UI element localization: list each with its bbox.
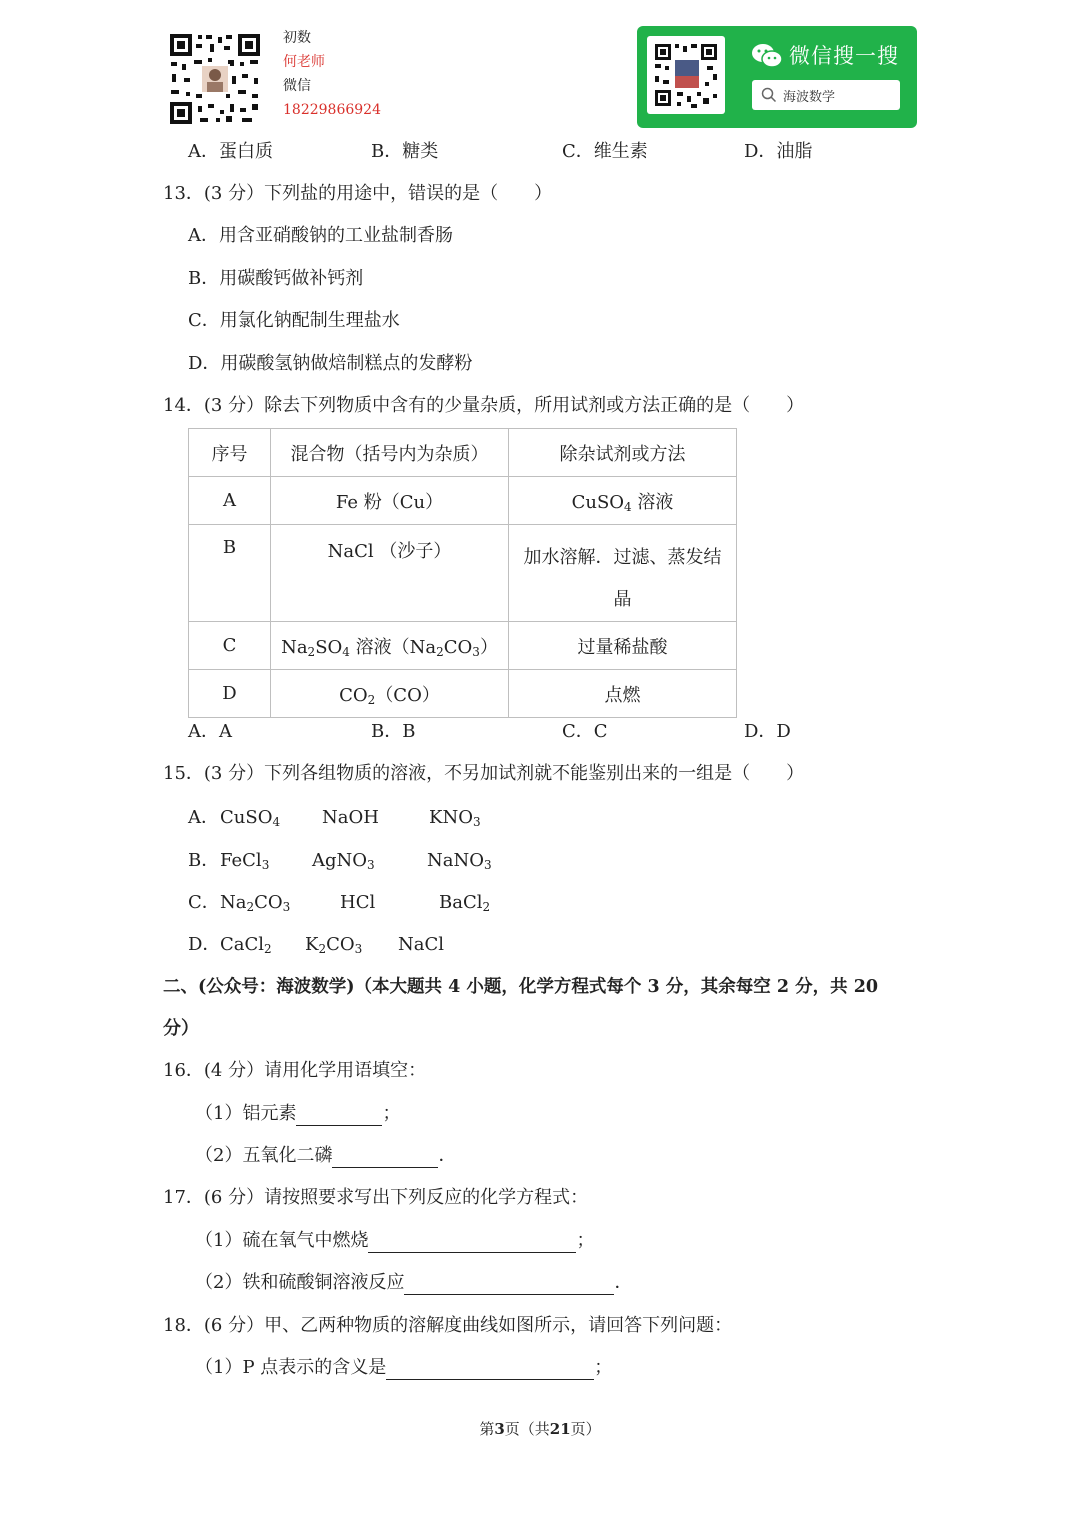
q17-answer-blank-1[interactable] xyxy=(368,1234,576,1253)
q18-part1 xyxy=(195,1356,612,1380)
row-b-method xyxy=(509,525,737,622)
qr-pattern xyxy=(168,32,262,126)
search-icon xyxy=(761,87,777,103)
q15-option-d-item2: $K_2CO_3$ xyxy=(305,934,363,956)
q14-stem: 14．(3 分）除去下列物质中含有的少量杂质，所用试剂或方法正确的是（ ） xyxy=(163,395,805,416)
q14-option-b: B．B xyxy=(371,721,416,742)
q18-part1-text: （1）P 点表示的含义是 xyxy=(195,1357,387,1378)
row-c-method: 过量稀盐酸 xyxy=(509,622,737,670)
q15-option-d-item1: CaCl$_2$ xyxy=(220,934,272,956)
q16-part1-end: ； xyxy=(382,1103,401,1124)
row-d-id: D xyxy=(189,670,271,718)
q15-option-c-item2: HCl xyxy=(340,892,376,913)
row-b-id: B xyxy=(189,525,271,622)
row-d-method: 点燃 xyxy=(509,670,737,718)
row-d-mixture: $CO_2(CO)$ xyxy=(271,670,509,718)
row-a-mixture: Fe 粉（Cu） xyxy=(271,477,509,525)
q17-part2-text: （2）铁和硫酸铜溶液反应 xyxy=(195,1272,405,1293)
wechat-search-box[interactable] xyxy=(752,80,900,110)
footer-page-number: 3 xyxy=(494,1420,505,1438)
q15-option-b-label: B． xyxy=(188,850,220,871)
teacher-label-subject: 初数 xyxy=(283,30,311,46)
q16-stem: 16．(4 分）请用化学用语填空： xyxy=(163,1060,427,1081)
q18-answer-blank-1[interactable] xyxy=(386,1361,594,1380)
q15-option-b-item2: AgNO$_3$ xyxy=(312,850,375,872)
q16-part2-text: （2）五氧化二磷 xyxy=(195,1145,333,1166)
q13-stem: 13．(3 分）下列盐的用途中，错误的是（ ） xyxy=(163,183,553,204)
teacher-label-wechat: 微信 xyxy=(283,78,311,94)
wechat-search-card[interactable] xyxy=(637,26,917,128)
row-c-mixture: $Na_2SO_4$ 溶液$(Na_2CO_3)$ xyxy=(271,622,509,670)
q15-option-c-item1: $Na_2CO_3$ xyxy=(220,892,291,914)
q18-part1-end: ； xyxy=(594,1357,613,1378)
q12-option-b: B．糖类 xyxy=(371,141,439,162)
q16-part1 xyxy=(195,1102,400,1126)
q16-answer-blank-1[interactable] xyxy=(296,1107,382,1126)
row-b-mixture: NaCl （沙子） xyxy=(271,525,509,622)
q13-option-b: B．用碳酸钙做补钙剂 xyxy=(188,268,364,289)
teacher-name: 何老师 xyxy=(283,54,325,70)
q17-part1 xyxy=(195,1229,594,1253)
footer-total-pages: 21 xyxy=(549,1420,571,1438)
q14-option-c: C．C xyxy=(562,721,608,742)
q12-option-c: C．维生素 xyxy=(562,141,648,162)
section2-heading: 二、(公众号：海波数学)（本大题共 4 小题，化学方程式每个 3 分，其余每空 2 分，共 20 xyxy=(163,977,879,997)
footer-suffix: 页） xyxy=(570,1420,601,1438)
q12-option-d: D．油脂 xyxy=(744,141,813,162)
header-id: 序号 xyxy=(189,429,271,477)
q15-option-c-label: C． xyxy=(188,892,220,913)
q16-part1-text: （1）铝元素 xyxy=(195,1103,297,1124)
table-row xyxy=(189,477,737,525)
row-b-method-line2: 晶 xyxy=(613,589,632,610)
q13-option-a: A．用含亚硝酸钠的工业盐制香肠 xyxy=(188,225,453,246)
wechat-search-title: 微信搜一搜 xyxy=(789,44,899,68)
row-b-method-line1: 加水溶解．过滤、蒸发结 xyxy=(523,547,722,568)
q15-option-b-item1: FeCl$_3$ xyxy=(220,850,270,872)
q17-answer-blank-2[interactable] xyxy=(404,1276,614,1295)
q15-option-d-label: D． xyxy=(188,934,221,955)
q15-option-a-item2: NaOH xyxy=(322,807,379,828)
q15-option-a-item3: $KNO_3$ xyxy=(429,807,481,829)
q17-part1-end: ； xyxy=(576,1230,595,1251)
table-header-row xyxy=(189,429,737,477)
teacher-qr-code xyxy=(168,32,262,126)
q17-part2-end: ． xyxy=(614,1272,633,1293)
header-method: 除杂试剂或方法 xyxy=(509,429,737,477)
q14-option-a: A．A xyxy=(188,721,232,742)
table-row xyxy=(189,670,737,718)
q13-option-c: C．用氯化钠配制生理盐水 xyxy=(188,310,400,331)
q15-option-a-item1: CuSO$_4$ xyxy=(220,807,281,829)
table-row xyxy=(189,622,737,670)
wechat-qr-code xyxy=(647,36,725,114)
q15-option-c-item3: BaCl$_2$ xyxy=(439,892,491,914)
header-mixture: 混合物（括号内为杂质） xyxy=(271,429,509,477)
wechat-logo-icon xyxy=(751,42,783,70)
table-row xyxy=(189,525,737,622)
q14-option-d: D．D xyxy=(744,721,791,742)
q14-table xyxy=(188,428,737,718)
q15-option-b-item3: NaNO$_3$ xyxy=(427,850,492,872)
page-footer xyxy=(0,1418,1080,1439)
q16-part2-end: ． xyxy=(438,1145,457,1166)
q15-option-d-item3: NaCl xyxy=(398,934,445,955)
footer-prefix: 第 xyxy=(479,1420,495,1438)
row-a-method: CuSO$_4$ 溶液 xyxy=(509,477,737,525)
q18-stem: 18．(6 分）甲、乙两种物质的溶解度曲线如图所示，请回答下列问题： xyxy=(163,1315,733,1336)
q12-option-a: A．蛋白质 xyxy=(188,141,273,162)
q16-answer-blank-2[interactable] xyxy=(332,1149,438,1168)
wechat-search-text: 海波数学 xyxy=(783,90,836,105)
q15-stem: 15．(3 分）下列各组物质的溶液，不另加试剂就不能鉴别出来的一组是（ ） xyxy=(163,763,805,784)
row-c-id: C xyxy=(189,622,271,670)
wechat-qr-pattern xyxy=(647,36,725,114)
q17-part2 xyxy=(195,1271,632,1295)
q16-part2 xyxy=(195,1144,456,1168)
q17-stem: 17．(6 分）请按照要求写出下列反应的化学方程式： xyxy=(163,1187,589,1208)
footer-middle: 页（共 xyxy=(504,1420,550,1438)
row-a-id: A xyxy=(189,477,271,525)
section2-heading-cont: 分） xyxy=(163,1018,199,1039)
q15-option-a-label: A． xyxy=(188,807,219,828)
q13-option-d: D．用碳酸氢钠做焙制糕点的发酵粉 xyxy=(188,353,473,374)
teacher-phone: 18229866924 xyxy=(283,102,381,118)
q17-part1-text: （1）硫在氧气中燃烧 xyxy=(195,1230,369,1251)
